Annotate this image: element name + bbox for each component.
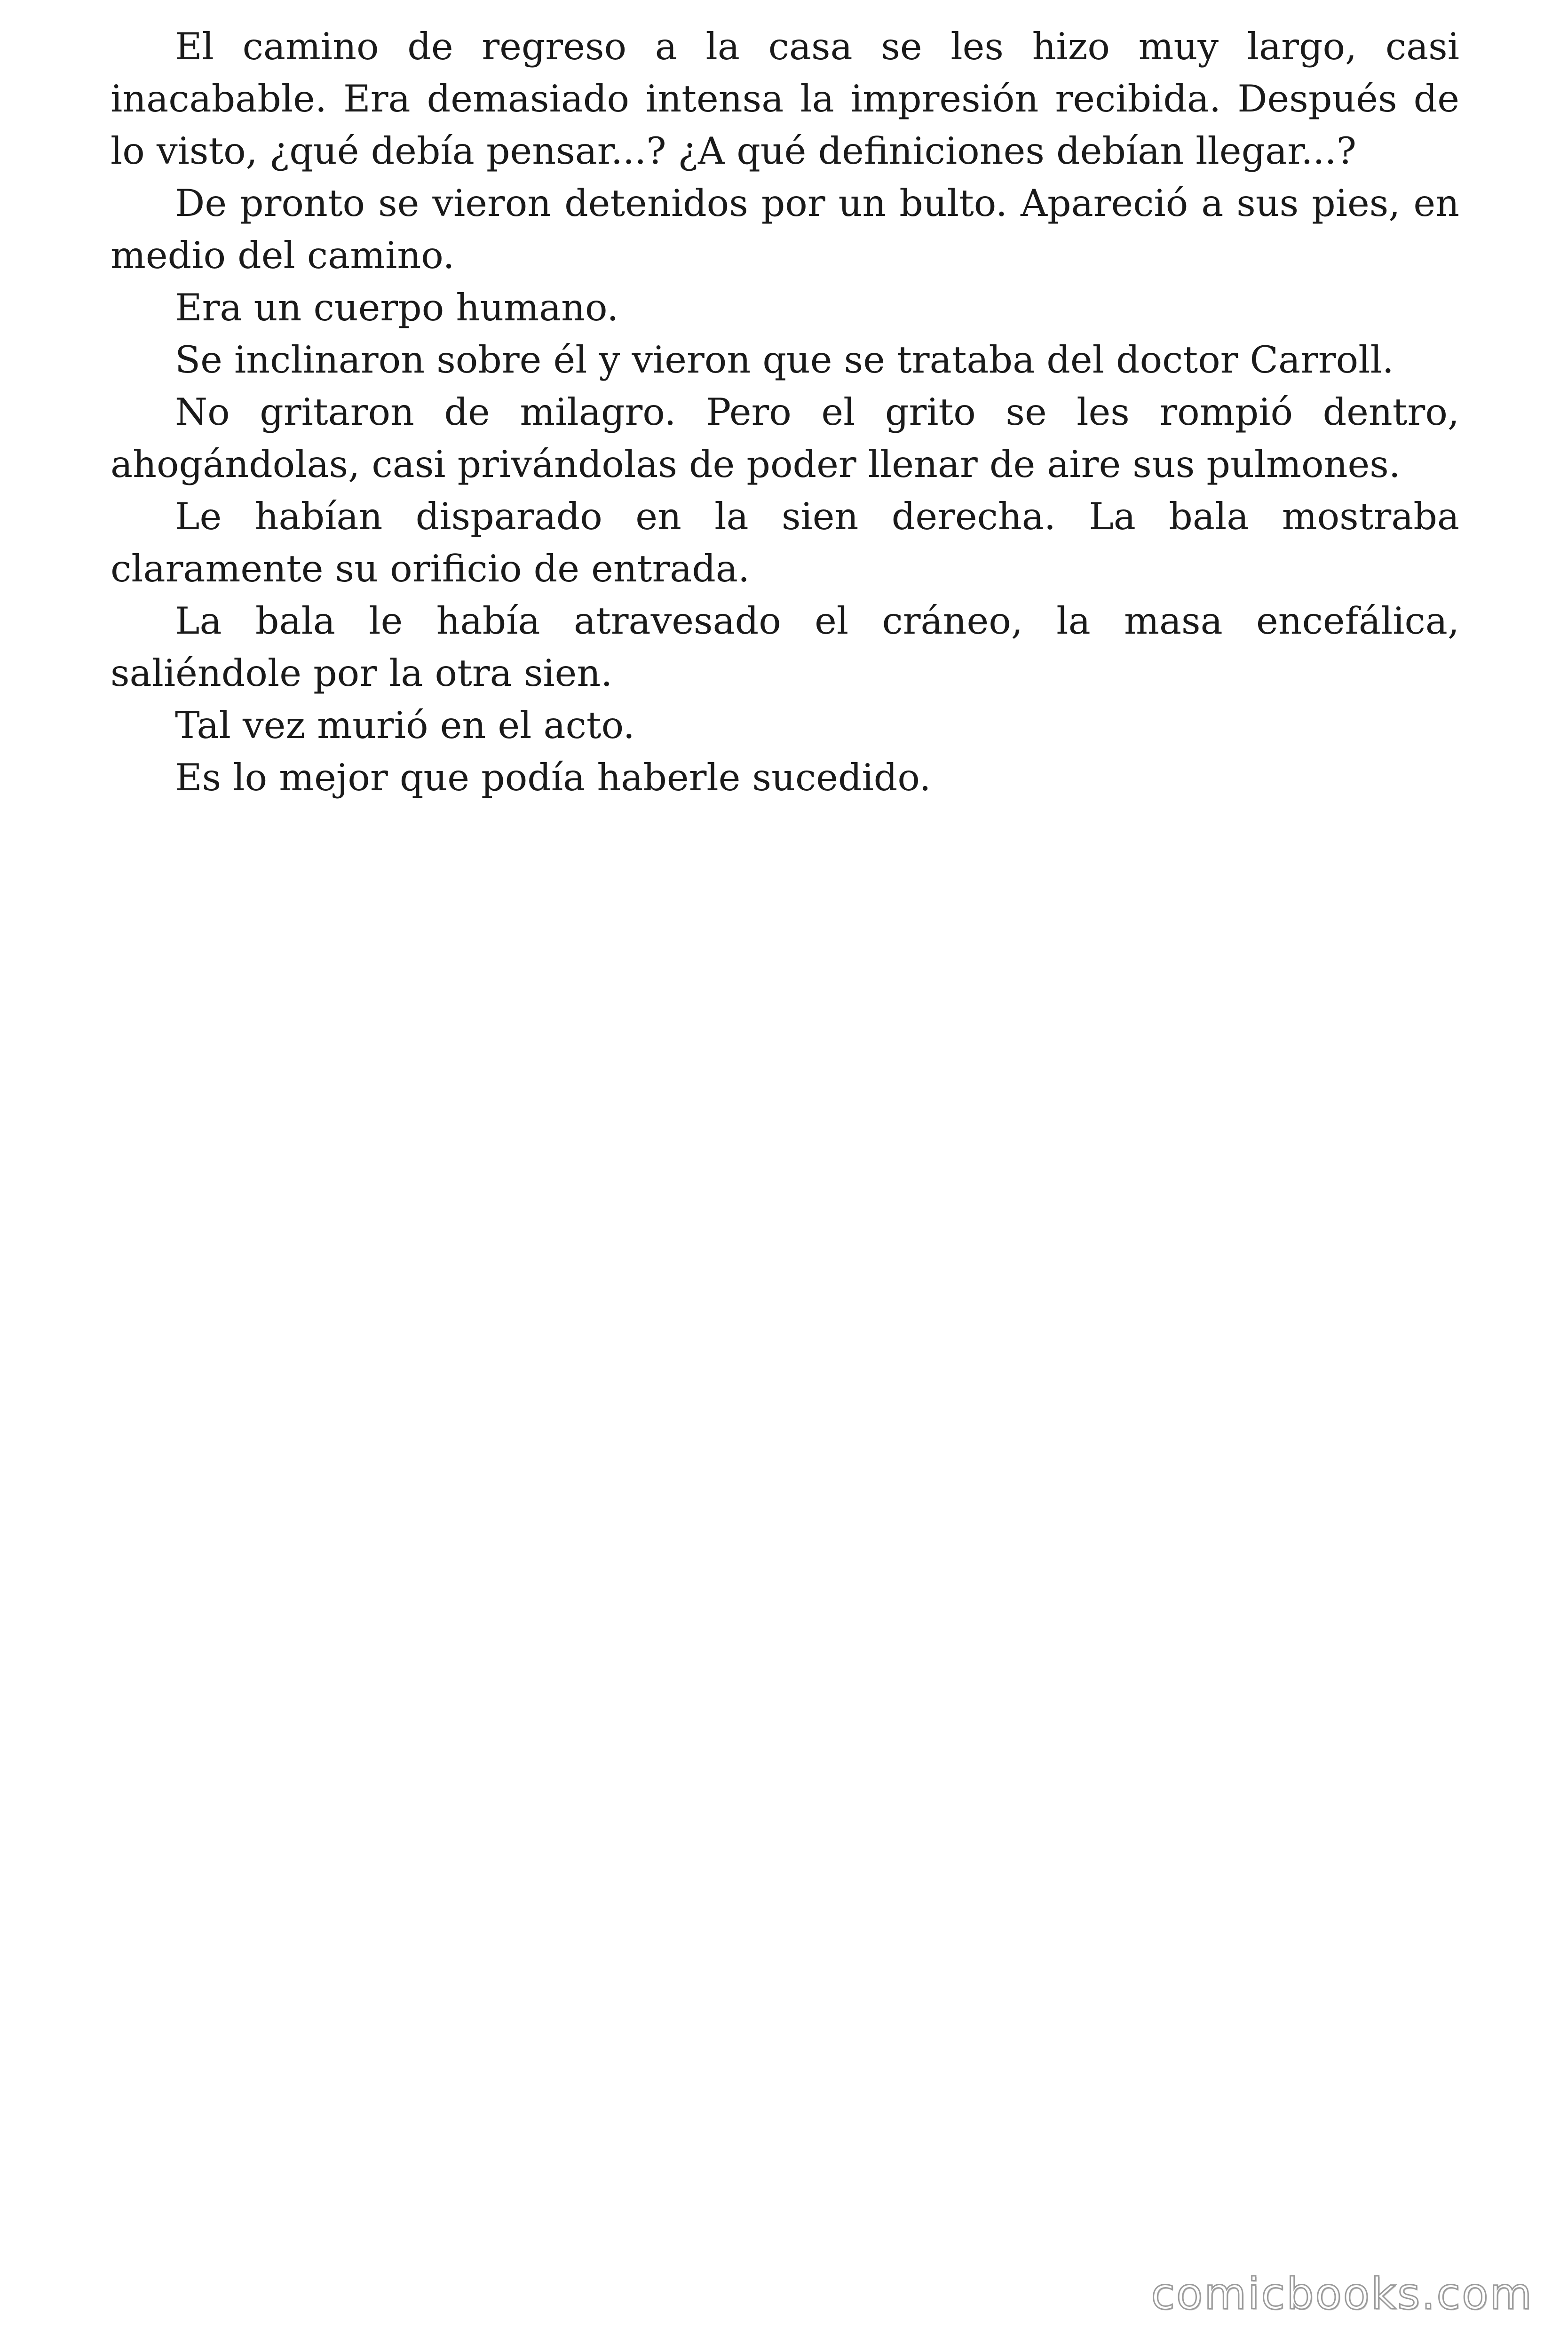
paragraph: Era un cuerpo humano. bbox=[175, 286, 619, 329]
paragraph: Es lo mejor que podía haberle sucedido. bbox=[175, 756, 931, 799]
paragraph: No gritaron de milagro. Pero el grito se les rompió dentro, ahogándolas, casi privándolas de poder llenar de aire sus pulmones. bbox=[111, 390, 1459, 486]
paragraph: Se inclinaron sobre él y vieron que se trataba del doctor Carroll. bbox=[175, 338, 1394, 381]
page-text bbox=[111, 21, 1459, 804]
paragraph: El camino de regreso a la casa se les hizo muy largo, casi inacabable. Era demasiado intensa la impresión recibida. Después de lo visto, ¿qué debía pensar...? ¿A qué definiciones debían llegar...? bbox=[111, 25, 1459, 173]
paragraph: De pronto se vieron detenidos por un bulto. Apareció a sus pies, en medio del camino. bbox=[111, 182, 1459, 277]
watermark: comicbooks.com bbox=[1151, 2269, 1533, 2319]
paragraph: La bala le había atravesado el cráneo, la masa encefálica, saliéndole por la otra sien. bbox=[111, 599, 1459, 695]
paragraph: Tal vez murió en el acto. bbox=[175, 704, 635, 747]
paragraph: Le habían disparado en la sien derecha. La bala mostraba claramente su orificio de entrada. bbox=[111, 495, 1459, 590]
